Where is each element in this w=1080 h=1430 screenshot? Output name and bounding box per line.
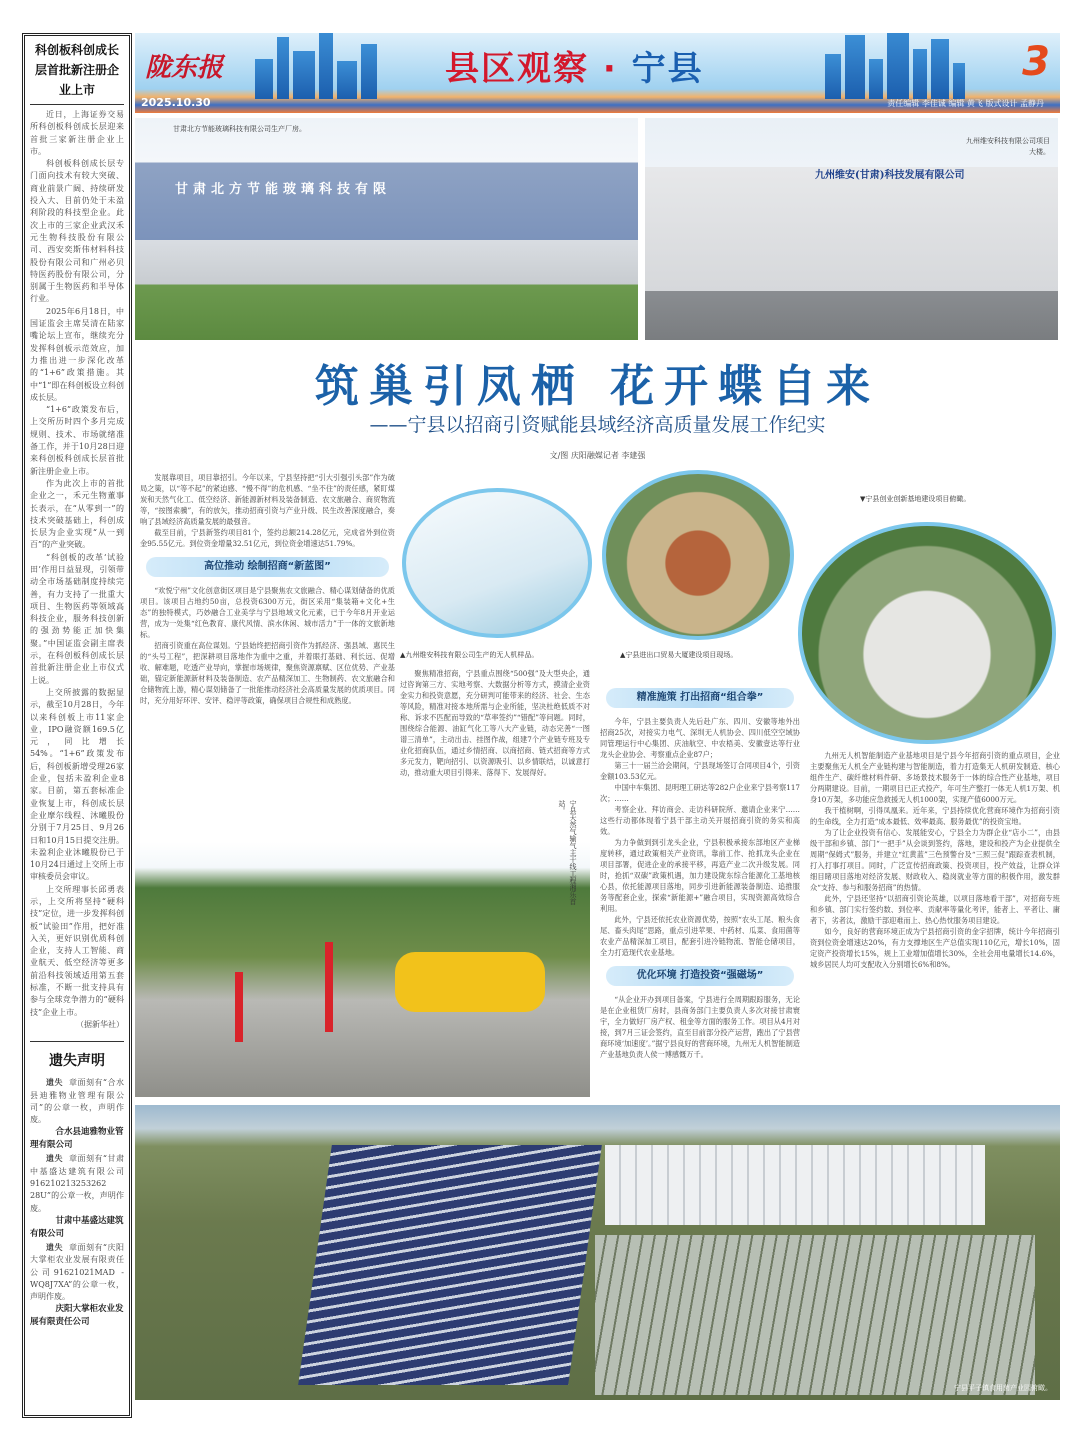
photo-glass-factory bbox=[135, 118, 638, 340]
photo-caption: 甘肃北方节能玻璃科技有限公司生产厂房。 bbox=[173, 125, 306, 133]
sidebar-paragraph: 2025年6月18日，中国证监会主席吴清在陆家嘴论坛上宣布，继续充分发挥科创板示范效应，加力推出进一步深化改革的“1+6”政策措施。其中“1”即在科创板设立科创成长层。 bbox=[30, 306, 124, 402]
article-paragraph: “欢悦宁州”文化创意街区项目是宁县聚焦农文旅融合、精心谋划储备的优质项目。该项目占地约50亩，总投资6300万元，街区采用“集装箱+文化+生态”的独特模式，巧妙融合工业美学与宁县地域文化元素，已于今年8月开业运营，成为一处集“红色教育、康代风情、滨水休闲、城市活力”于一体的文旅新地标。 bbox=[140, 586, 395, 639]
sidebar-paragraph: “1+6”政策发布后，上交所历时四个多月完成规则、技术、市场就绪准备工作，并于10月28日迎来科创板科创成长层首批新注册企业上市。 bbox=[30, 405, 124, 476]
photo-caption: ▲宁县进出口贸易大厦建设项目现场。 bbox=[620, 651, 738, 659]
article-column-2 bbox=[400, 668, 590, 778]
article-byline: 文/图 庆阳融媒记者 李建强 bbox=[549, 451, 646, 460]
article-paragraph: “从企业开办到项目备案，宁县进行全周期跟踪服务，无论是在企业租赁厂房时，县商务部门主要负责人多次对接甘肃寰宇，全力做好厂房产权、租金等方面的服务工作。项目从4月对接，到7月三证会签约，直至目前部分投产运营，跑出了宁县营商环境‘加速度’。”据宁县良好的营商环境，九州无人机智能制造产业基地负责人侯一博感慨万千。 bbox=[600, 995, 800, 1059]
article-paragraph: 九州无人机智能制造产业基地项目是宁县今年招商引资的重点项目，企业主要聚焦无人机全产业链构建与智能制造，着力打造集无人机研发制造、核心组件生产、碳纤维材料件研、多场景技术服务于一体的综合性产业基地，项目分两期建设。目前，一期项目已正式投产，年可生产整打一体无人机1万架、机身10万架，多功能应急救援无人机1000架，实现产值6000万元。 bbox=[810, 751, 1060, 804]
photo-trade-building-site bbox=[602, 470, 794, 640]
newspaper-logo: 陇东报 bbox=[145, 53, 224, 83]
notice-organization: 庆阳大掌柜农业发展有限责任公司 bbox=[30, 1304, 124, 1328]
notice-organization: 甘肃中基盛达建筑有限公司 bbox=[30, 1215, 124, 1239]
sidebar-paragraph: 上交所理事长邱勇表示，上交所将坚持“硬科技”定位，进一步发挥科创板“试验田”作用，把好准入关，更好识别优质科创企业，支持人工智能、商业航天、低空经济等更多前沿科技领域适用第五套标准，不断一批支持具有参与全球竞争潜力的“硬科技”企业上市。 bbox=[30, 884, 124, 1017]
article-paragraph: 此外，宁县还依托农业资源优势，按照“农头工尾、粮头食尾、畜头肉尾”思路，重点引进苹果、中药材、瓜菜、食用菌等农业产品精深加工项目，配套引进冷链物流、智能仓储项目，全力打造现代农业基地。 bbox=[600, 915, 800, 957]
article-paragraph: 此外，宁县还坚持“以招商引资论英雄，以项目落地看干部”，对招商专班和乡镇、部门实行签约数、到位率、贡献率等量化考评，能者上、平者让、庸者下，劣者汰，激励干部迎难而上、热心热忱服务项目建设。 bbox=[810, 894, 1060, 925]
photo-caption: ▼宁县创业创新基地建设项目俯瞰。 bbox=[860, 495, 971, 503]
building-sign: 九州维安(甘肃)科技发展有限公司 bbox=[815, 170, 965, 181]
notice-item: 遗失 章面刻有“合水县迪雅物业管理有限公司”的公章一枚，声明作废。 bbox=[30, 1077, 125, 1125]
sidebar-paragraph: 科创板科创成长层专门面向技术有较大突破、商业前景广阔、持续研发投入大、目前仍处于未盈利阶段的科技型企业。此次上市的三家企业武汉禾元生物科技股份有限公司、西安奕斯伟材料科技股份有限公司和广州必贝特医药股份有限公司，分别属于生物医药和半导体行业。 bbox=[30, 159, 124, 304]
notice-item: 遗失 章面刻有“庆阳大掌柜农业发展有限责任公司91621021MAD - WQ8J7XA”的公章一枚，声明作废。 bbox=[30, 1241, 125, 1302]
section-heading: 精准施策 打出招商“组合拳” bbox=[606, 688, 794, 708]
section-title: 县区观察 · 宁县 bbox=[445, 49, 704, 89]
article-paragraph: 第三十一届兰洽会期间，宁县现场签订合同项目4个，引资金额103.53亿元。 bbox=[600, 761, 800, 781]
photo-jiuzhou-building bbox=[645, 118, 1058, 340]
photo-drone-samples bbox=[402, 488, 592, 638]
article-paragraph: 如今，良好的营商环境正成为宁县招商引资的金字招牌，统计今年招商引资到位资金增速达20%，有力支撑地区生产总值实现110亿元，增长10%，固定资产投资增长15%，规上工业增加值增长30%，全社会用电量增长14.6%，城乡居民人均可支配收入分别增长6%和8%。 bbox=[810, 927, 1060, 969]
article-paragraph: 我干植树啊，引得凤凰来。近年来，宁县持续优化营商环境作为招商引资的生命线，全力打造“成本最低、效率最高、服务最优”的投资宝地。 bbox=[810, 806, 1060, 826]
article-paragraph: 为力争做到到引龙头企业，宁县积极承接东部地区产业梯度转移，通过政策相关产业资讯，靠前工作、抢抓龙头企业在项目部署，促进企业的承接平移，再造产业二次升级发展。同时，抢抓“双碳”政策机遇，加力建设陇东综合能源化工基地核心县，依托能源项目落地，同步引进新能源装备制造、追推服务等配套企业，探索“新能源+”融合项目，实现资源高效综合利用。 bbox=[600, 838, 800, 913]
notice-list bbox=[30, 1076, 124, 1329]
sidebar-paragraph: 作为此次上市的首批企业之一，禾元生物董事长表示，在“从零到一”的技术突破基础上，科创成长层为企业实现“从一到百”的产业突破。 bbox=[30, 478, 124, 550]
article-paragraph: 今年，宁县主要负责人先后赴广东、四川、安徽等地外出招商25次，对接实力电气、深圳无人机协会、四川低空空域协同管理运行中心集团、庆油航空、中农梧美、安徽壹达等行业龙头企业协会、考察重点企业87户； bbox=[600, 717, 800, 759]
article-paragraph: 考察企业、拜访商会、走访科研院所、邀请企业来宁……这些行动都体现着宁县干部主动关开展招商引资的务实和高效。 bbox=[600, 805, 800, 836]
sidebar-source: （据新华社） bbox=[76, 1019, 124, 1029]
notice-organization: 合水县迪雅物业管理有限公司 bbox=[30, 1127, 124, 1151]
article-paragraph: 为了让企业投资有信心、发展能安心，宁县全力为群企业“店小二”，由县级干部和乡镇、部门“一把手”从会谈到签约，落地，建设和投产为企业提供全周期“保姆式”服务，并建立“红黄蓝”三色预警台及“三照三促”跟踪查表机制，打入打事打项目。同时，广泛宣传招商政策、投资项目，投产效益，让群众详细目睹项目落地对经济发展、财政收入、稳岗就业等方面的积极作用，激发群众“支持、参与和服务招商”的热情。 bbox=[810, 828, 1060, 892]
sidebar-headline: 科创板科创成长层首批新注册企业上市 bbox=[30, 40, 124, 105]
photo-caption: ▲九州维安科技有限公司生产的无人机样品。 bbox=[400, 651, 539, 659]
editor-credits: 责任编辑 李佳诚 编辑 黄飞 版式设计 孟静丹 bbox=[887, 99, 1044, 108]
photo-caption: 宁县平子镇食用菌产业园俯瞰。 bbox=[954, 1384, 1052, 1392]
sidebar-paragraph: “科创板的改革‘试验田’作用日益显现，引领带动全市场基础制度持续完善，有力支持了一批重大项目、生物医药等领域高科技企业，服务科技创新的强劲势能正加快集聚。”中国证监会副主席表示，在科创板科创成长层首批新注册企业上市仪式上说。 bbox=[30, 552, 124, 685]
sidebar-paragraph: 上交所披露的数据显示，截至10月28日，今年以来科创板上市11家企业，IPO融资额169.5亿元，同比增长54%。“1+6”政策发布后，科创板新增受理26家企业，包括未盈利企业8家。目前，第五套标准企业恢复上市，科创成长层企业摩尔线程、沐曦股份分别于7月25日、9月26日和10月15日提交注册。未盈利企业沐曦股份已于10月24日通过上交所上市审核委员会审议。 bbox=[30, 687, 124, 882]
article-column-1 bbox=[140, 472, 395, 706]
section-heading: 优化环境 打造投资“强磁场” bbox=[606, 966, 794, 986]
article-subtitle: ——宁县以招商引资赋能县域经济高质量发展工作纪实 bbox=[369, 414, 826, 436]
article-title: 筑巢引凤栖 花开蝶自来 bbox=[314, 361, 881, 412]
notice-item: 遗失 章面刻有“甘肃中基盛达建筑有限公司916210213253262 28U”的公章一枚，声明作废。 bbox=[30, 1153, 125, 1213]
photo-mushroom-industrial-park-aerial bbox=[135, 1105, 1060, 1400]
article-paragraph: 聚焦精准招商，宁县重点围绕“500强”及大型央企，通过咨询第三方、实地考察、大数据分析等方式，摸清企业资金实力和投资意愿，充分研判可能带来的经济、社会、生态等风险，精准对接本地所需与企业所能，坚决杜绝低质不对称、诉求不匹配而导致的“草率签约”“错配”等问题。同时，围绕综合能源、油缸气化工等八大产业链，动态完善“一图谱三清单”，主动出击、挂图作战，组建7个产业链专班及专业化招商队伍，通过乡情招商、以商招商、链式招商等方式多元发力，靶向招引、以资源吸引、以乡情联结，以诚意打动，推动重大项目引得来、落得下、发展得好。 bbox=[400, 669, 590, 777]
article-paragraph: 中国中车集团、昆明理工研达等282户企业来宁县考察117次；…… bbox=[600, 783, 800, 803]
page-number: 3 bbox=[1022, 39, 1050, 85]
issue-date: 2025.10.30 bbox=[141, 96, 211, 109]
notice-title: 遗失声明 bbox=[30, 1041, 124, 1070]
article-column-3 bbox=[600, 680, 800, 1060]
article-column-4 bbox=[810, 750, 1060, 970]
sidebar-article bbox=[30, 109, 124, 1019]
sidebar-paragraph: 近日，上海证券交易所科创板科创成长层迎来首批三家新注册企业上市。 bbox=[30, 110, 124, 156]
photo-caption: 宁县天然气输气主干线工程湘乐首站。 bbox=[558, 800, 577, 905]
photo-gas-pipeline-station bbox=[135, 842, 590, 1097]
photo-caption: 九州维安科技有限公司项目大楼。 bbox=[966, 137, 1050, 156]
article-paragraph: 招商引资重在高位谋划。宁县始终把招商引资作为抓经济、强县域、惠民生的“头号工程”，把深耕项目落地作为重中之重，并着眼打基础、利长远、促增收、解难题，吃透产业导向，掌握市场规律，聚焦资源禀赋、区位优势、产业基础，锚定新能源新材料及装备制造、农产品精深加工、生物制药、农文旅融合和仓储物流上游，精心谋划储备了一批能推动经济社会高质量发展的优质项目。同时，充分用好环评、安评、稳评等政策，确保项目合规性和成熟度。 bbox=[140, 641, 395, 705]
photo-innovation-base bbox=[798, 522, 1056, 744]
sidebar-news-column bbox=[22, 33, 132, 1418]
section-heading: 高位推动 绘制招商“新蓝图” bbox=[146, 557, 389, 577]
page-header-banner bbox=[135, 33, 1060, 113]
factory-sign: 甘肃北方节能玻璃科技有限 bbox=[175, 182, 392, 197]
article-paragraph: 截至目前，宁县新签约项目81个，签约总额214.28亿元，完成省外到位资金95.55亿元。到位资金增量32.51亿元，到位资金增速达51.79%。 bbox=[140, 528, 395, 548]
article-paragraph: 发展靠项目，项目靠招引。今年以来，宁县坚持把“引大引强引头部”作为破局之策，以“等不起”的紧迫感、“慢不得”的危机感、“坐不住”的责任感，紧盯煤炭和天然气化工、低空经济、新能源新材料及装备制造、农文旅融合、商贸物流等，“按图索骥”，有的放矢，推动招商引资与产业升级、民生改善深度融合，奏响了县域经济高质量发展的最强音。 bbox=[140, 473, 395, 526]
